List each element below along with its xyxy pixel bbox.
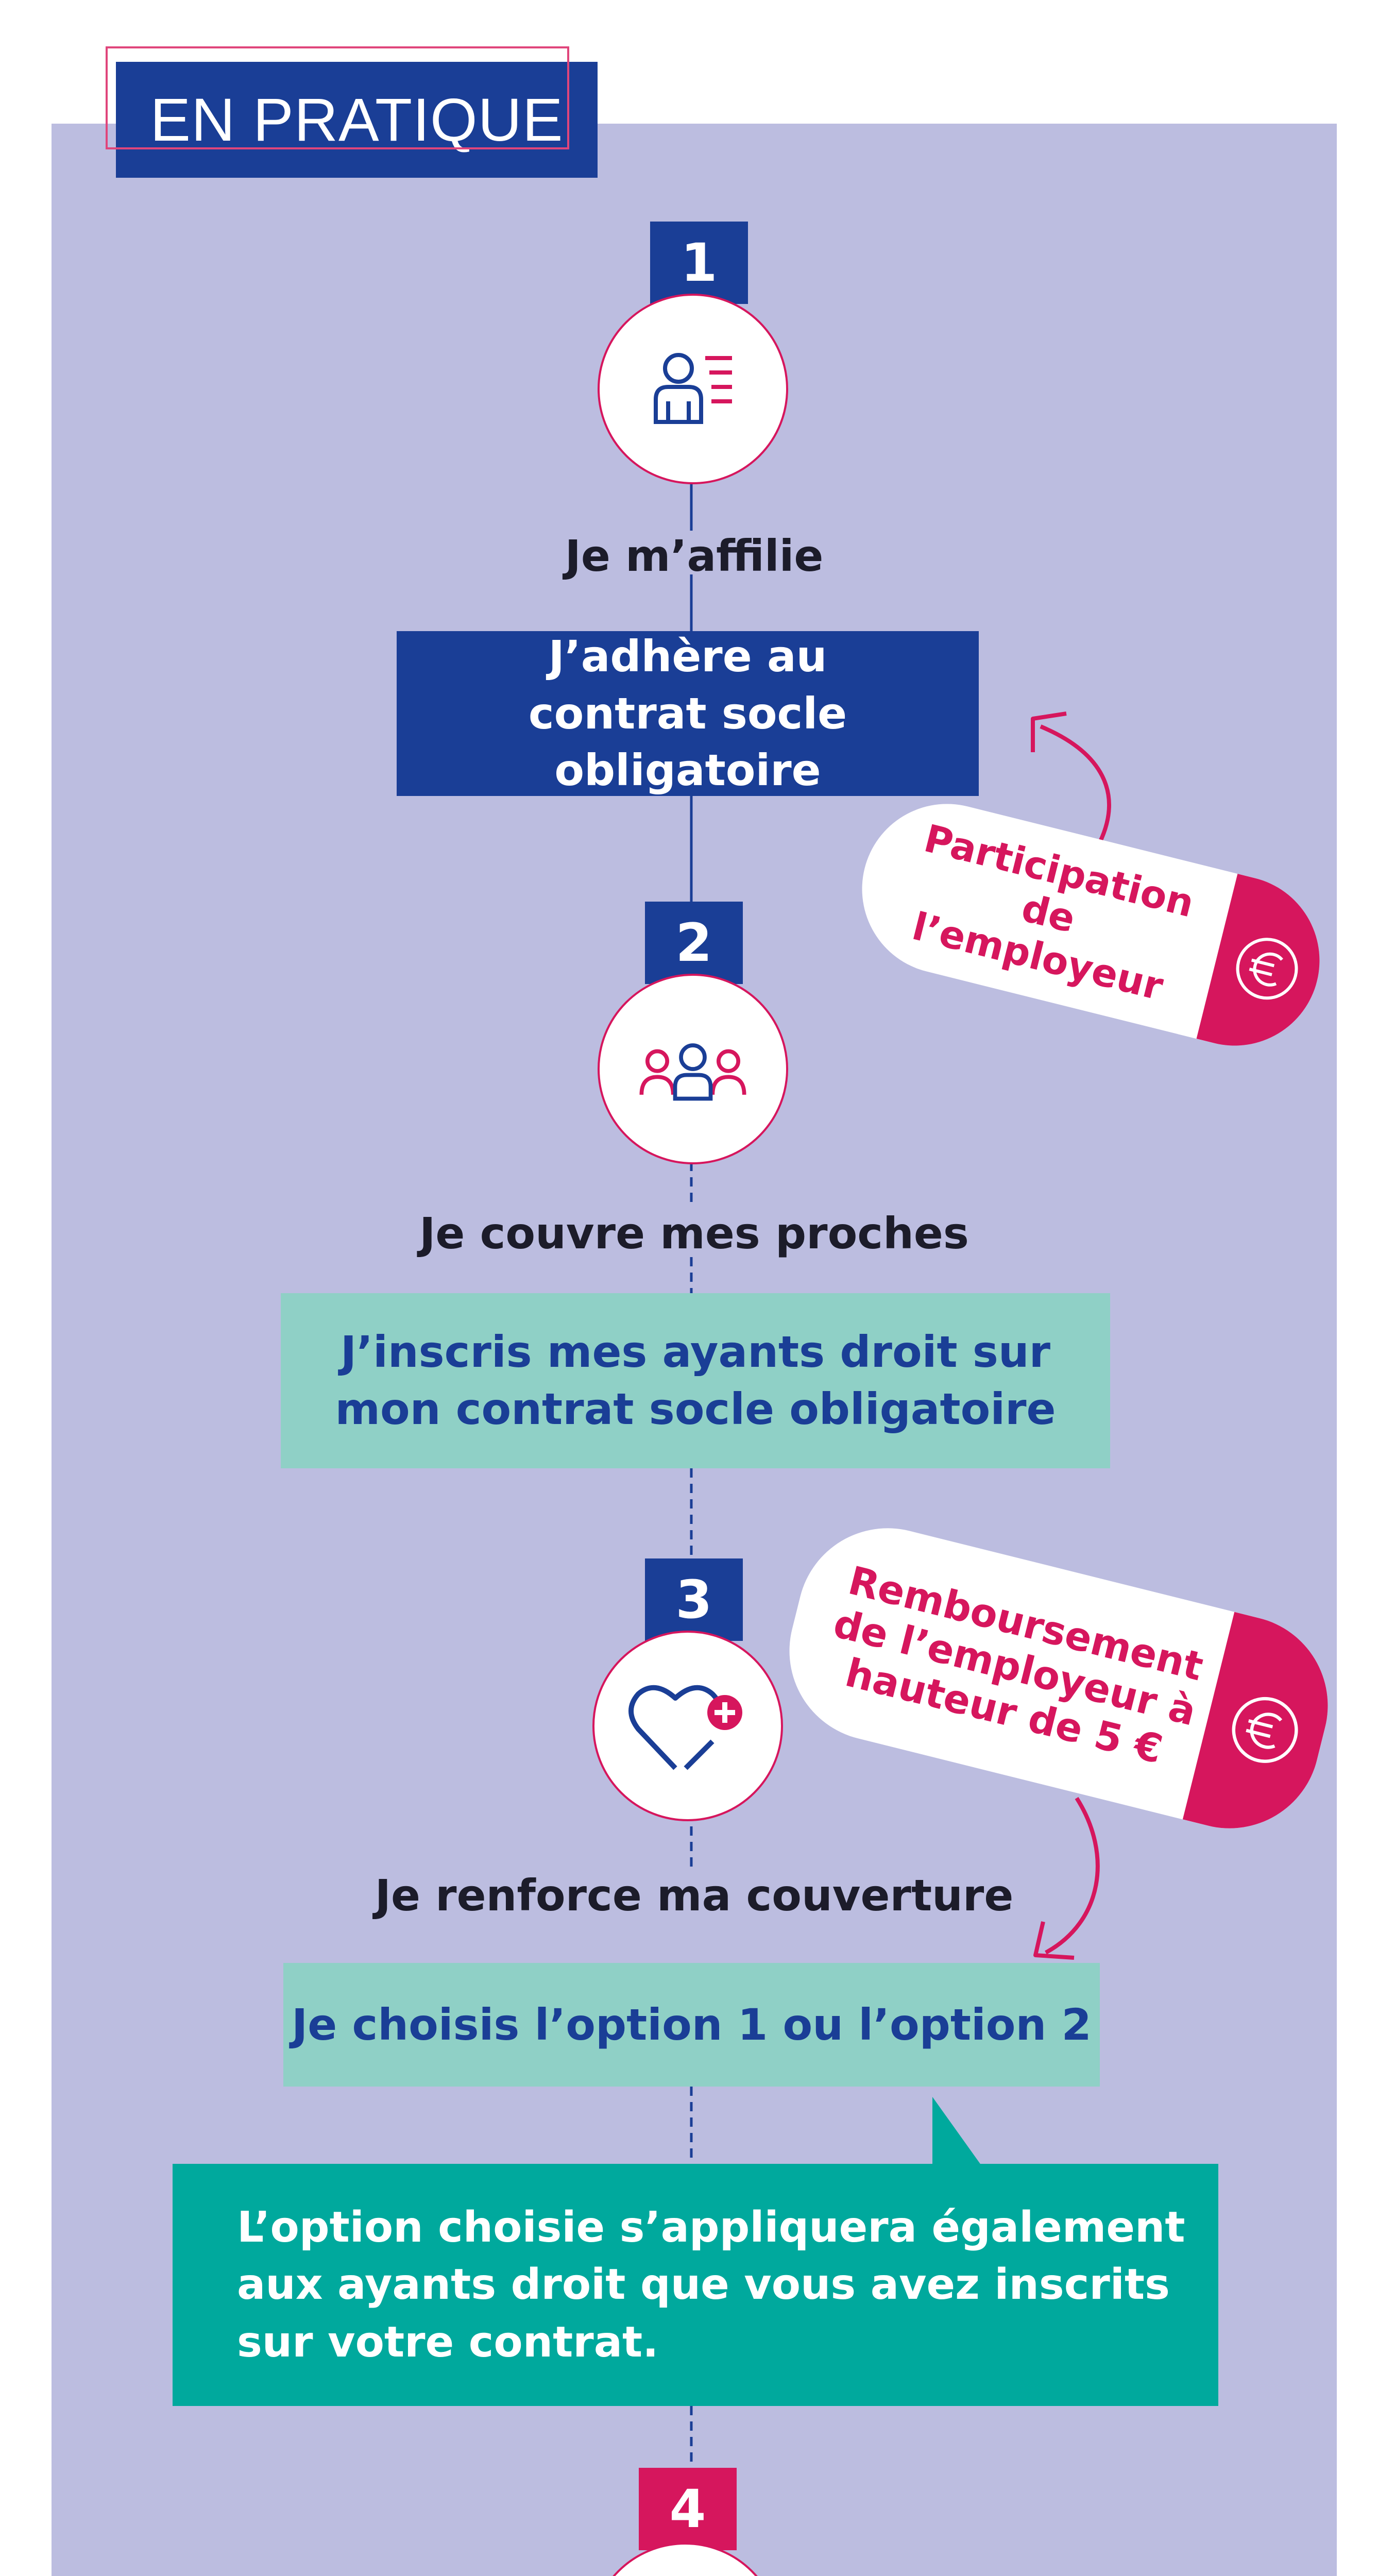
step-3-heading: Je renforce ma couverture [375, 1870, 1014, 1921]
step-1-icon-circle [598, 294, 788, 484]
arrow-head-2 [1035, 1922, 1074, 1958]
euro-icon [1220, 922, 1314, 1015]
step-2-number [645, 902, 743, 984]
step-2-icon-circle [598, 974, 788, 1164]
user-list-icon [641, 337, 744, 440]
arrow-head-1 [1033, 714, 1066, 752]
step-1-box [397, 631, 979, 796]
step-4-number-text: 4 [669, 2478, 706, 2540]
heart-plus-icon [626, 1669, 750, 1783]
arrow-employer-participation [1041, 726, 1109, 842]
step-1-box-text: J’adhère au contrat socle obligatoire [528, 631, 847, 796]
step-3-icon-circle [592, 1631, 783, 1821]
family-icon [634, 1018, 752, 1121]
step-4-number [639, 2468, 737, 2550]
option-note-callout [173, 2164, 1218, 2406]
option-note-text: L’option choisie s’appliquera également aux ayants droit que vous avez inscrits sur votre contrat. [237, 2202, 1185, 2367]
step-2-heading: Je couvre mes proches [419, 1208, 969, 1259]
step-1-number [650, 222, 748, 304]
callout-tail [922, 2097, 984, 2169]
step-3-number-text: 3 [675, 1569, 712, 1631]
step-3-box [283, 1963, 1100, 2087]
section-title-text: EN PRATIQUE [150, 86, 564, 154]
euro-icon [1215, 1680, 1315, 1780]
employer-reimbursement-text: Remboursement de l’employeur à hauteur de 5 € [829, 1557, 1208, 1773]
step-2-box-text: J’inscris mes ayants droit sur mon contrat socle obligatoire [335, 1327, 1056, 1434]
step-3-number [645, 1558, 743, 1641]
step-1-number-text: 1 [681, 232, 718, 294]
step-1-heading: Je m’affilie [565, 531, 824, 581]
step-2-number-text: 2 [675, 912, 712, 974]
step-2-box [281, 1293, 1110, 1468]
employer-participation-text: Participation de l’employeur [908, 816, 1199, 1009]
step-3-box-text: Je choisis l’option 1 ou l’option 2 [292, 1999, 1092, 2050]
